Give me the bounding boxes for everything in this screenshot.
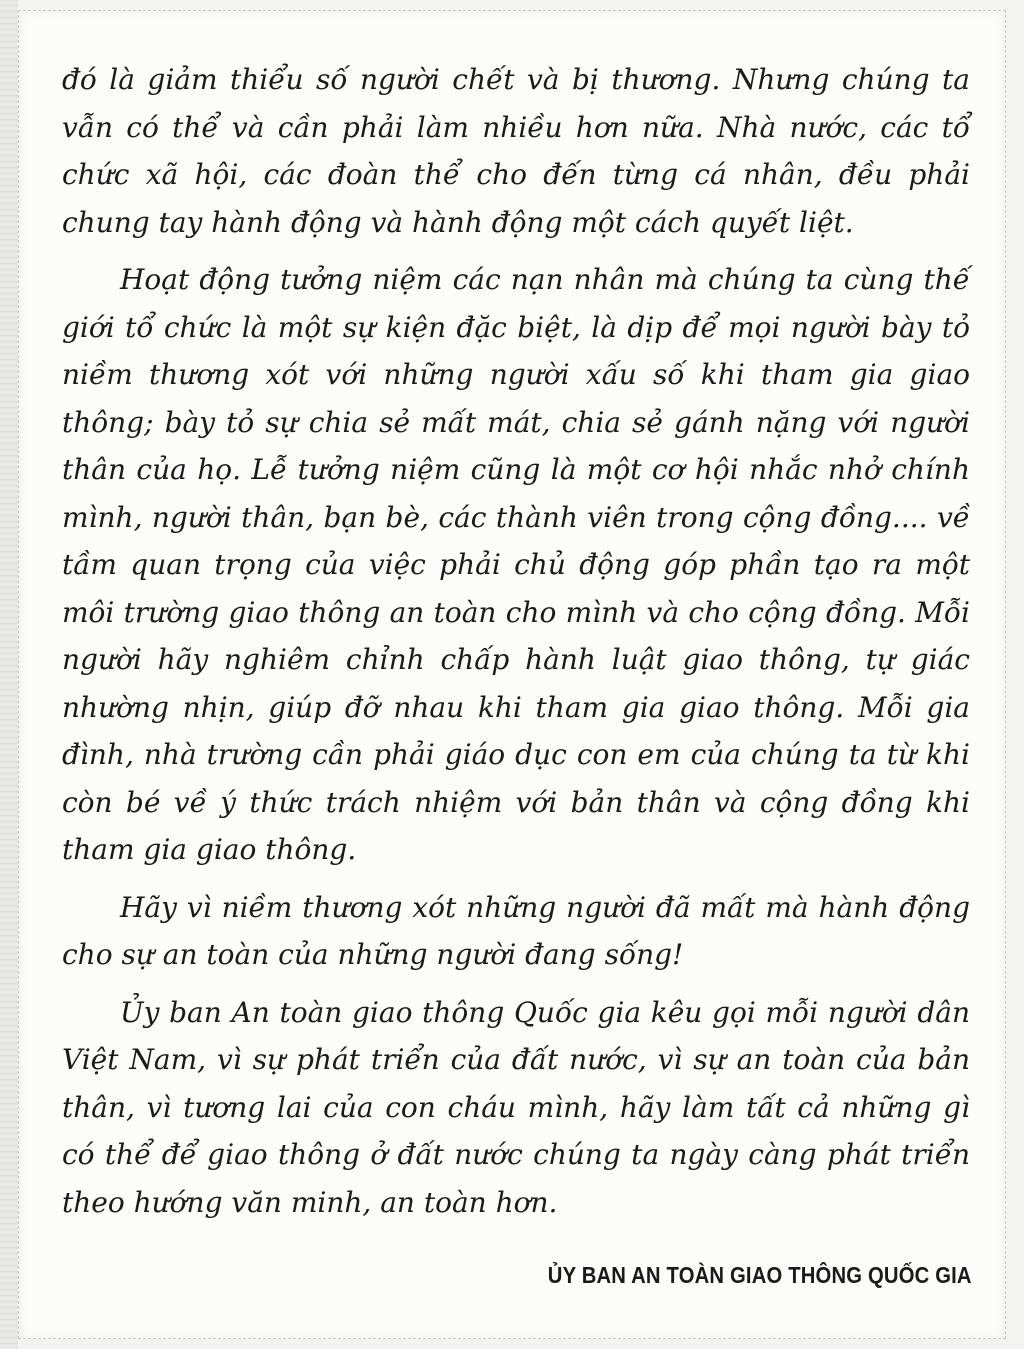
paragraph-2: Hoạt động tưởng niệm các nạn nhân mà chúng ta cùng thế giới tổ chức là một sự kiện đặc biệt, là dịp để mọi người bày tỏ niềm thương xót với những người xấu số khi tham gia giao thông; bày tỏ sự chia sẻ mất mát, chia sẻ gánh nặng với người thân của họ. Lễ tưởng niệm cũng là một cơ hội nhắc nhở chính mình, người thân, bạn bè, các thành viên trong cộng đồng.... về tầm quan trọng của việc phải chủ động góp phần tạo ra một môi trường giao thông an toàn cho mình và cho cộng đồng. Mỗi người hãy nghiêm chỉnh chấp hành luật giao thông, tự giác nhường nhịn, giúp đỡ nhau khi tham gia giao thông. Mỗi gia đình, nhà trường cần phải giáo dục con em của chúng ta từ khi còn bé về ý thức trách nhiệm với bản thân và cộng đồng khi tham gia giao thông. [62, 263, 970, 866]
paragraph-3: Hãy vì niềm thương xót những người đã mất mà hành động cho sự an toàn của những người đang sống! [62, 890, 970, 971]
document-body [62, 56, 970, 1226]
paragraph-4: Ủy ban An toàn giao thông Quốc gia kêu gọi mỗi người dân Việt Nam, vì sự phát triển của đất nước, vì sự an toàn của bản thân, vì tương lai của con cháu mình, hãy làm tất cả những gì có thể để giao thông ở đất nước chúng ta ngày càng phát triển theo hướng văn minh, an toàn hơn. [62, 995, 970, 1219]
scan-edge [0, 0, 18, 1349]
paragraph-1: đó là giảm thiểu số người chết và bị thương. Nhưng chúng ta vẫn có thể và cần phải làm nhiều hơn nữa. Nhà nước, các tổ chức xã hội, các đoàn thể cho đến từng cá nhân, đều phải chung tay hành động và hành động một cách quyết liệt. [62, 63, 970, 239]
signature: ỦY BAN AN TOÀN GIAO THÔNG QUỐC GIA [548, 1262, 972, 1288]
